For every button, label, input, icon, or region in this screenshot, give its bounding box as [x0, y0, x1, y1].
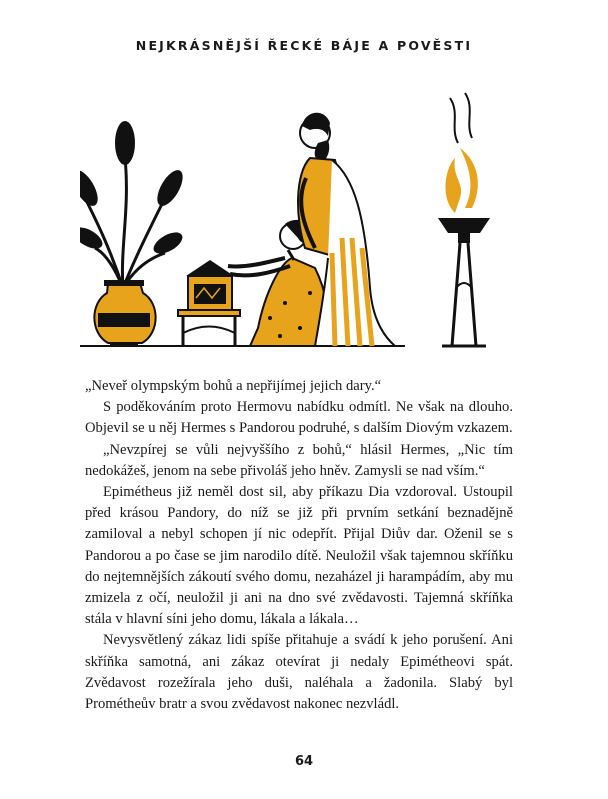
paragraph: Nevysvětlený zákaz lidi spíše přitahuje a svádí k jeho porušení. Ani skříňka samotná, ani zákaz otevírat ji nedaly Epimétheovi spát. Zvědavost rozežírala jeho duši, naléhala a žadonila. Slabý byl Prométheův bratr a svou zvědavost nakonec nezvládl. — [85, 632, 513, 713]
stool — [178, 310, 240, 346]
plant-vase — [80, 121, 188, 347]
brazier — [438, 93, 490, 346]
pandora-box — [186, 260, 234, 310]
pandora-illustration — [80, 88, 520, 358]
paragraph: „Nevzpírej se vůli nejvyššího z bohů,“ hlásil Hermes, „Nic tím nedokážeš, jenom na sebe přivoláš jeho hněv. Zamysli se nad vším.“ — [85, 441, 513, 479]
paragraph: Epimétheus již neměl dost sil, aby příkazu Dia vzdoroval. Ustoupil před krásou Pandory, do níž se již při prvním setkání beznadějně zamiloval a nebyl schopen jí nic odepřít. Přijal Diův dar. Oženil se s Pandorou a po čase se jim narodilo dítě. Neuložil však tajemnou skříňku do nejtemnějších zákoutí svého domu, nezaházel ji harampádím, aby mu zmizela z očí, neuložil ji ani na dno své zvědavosti. Tajemná skříňka stála v hlavní síni jeho domu, lákala a lákala… — [85, 484, 513, 628]
page-number: 64 — [294, 754, 314, 769]
running-header: NEJKRÁSNĚJŠÍ ŘECKÉ BÁJE A POVĚSTI — [135, 38, 473, 53]
paragraph: „Neveř olympským bohů a nepřijímej jejich dary.“ — [85, 378, 382, 394]
paragraph: S poděkováním proto Hermovu nabídku odmítl. Ne však na dlouho. Objevil se u něj Hermes s Pandorou podruhé, s dalším Diovým vzkazem. — [85, 399, 513, 437]
body-text — [85, 376, 513, 715]
